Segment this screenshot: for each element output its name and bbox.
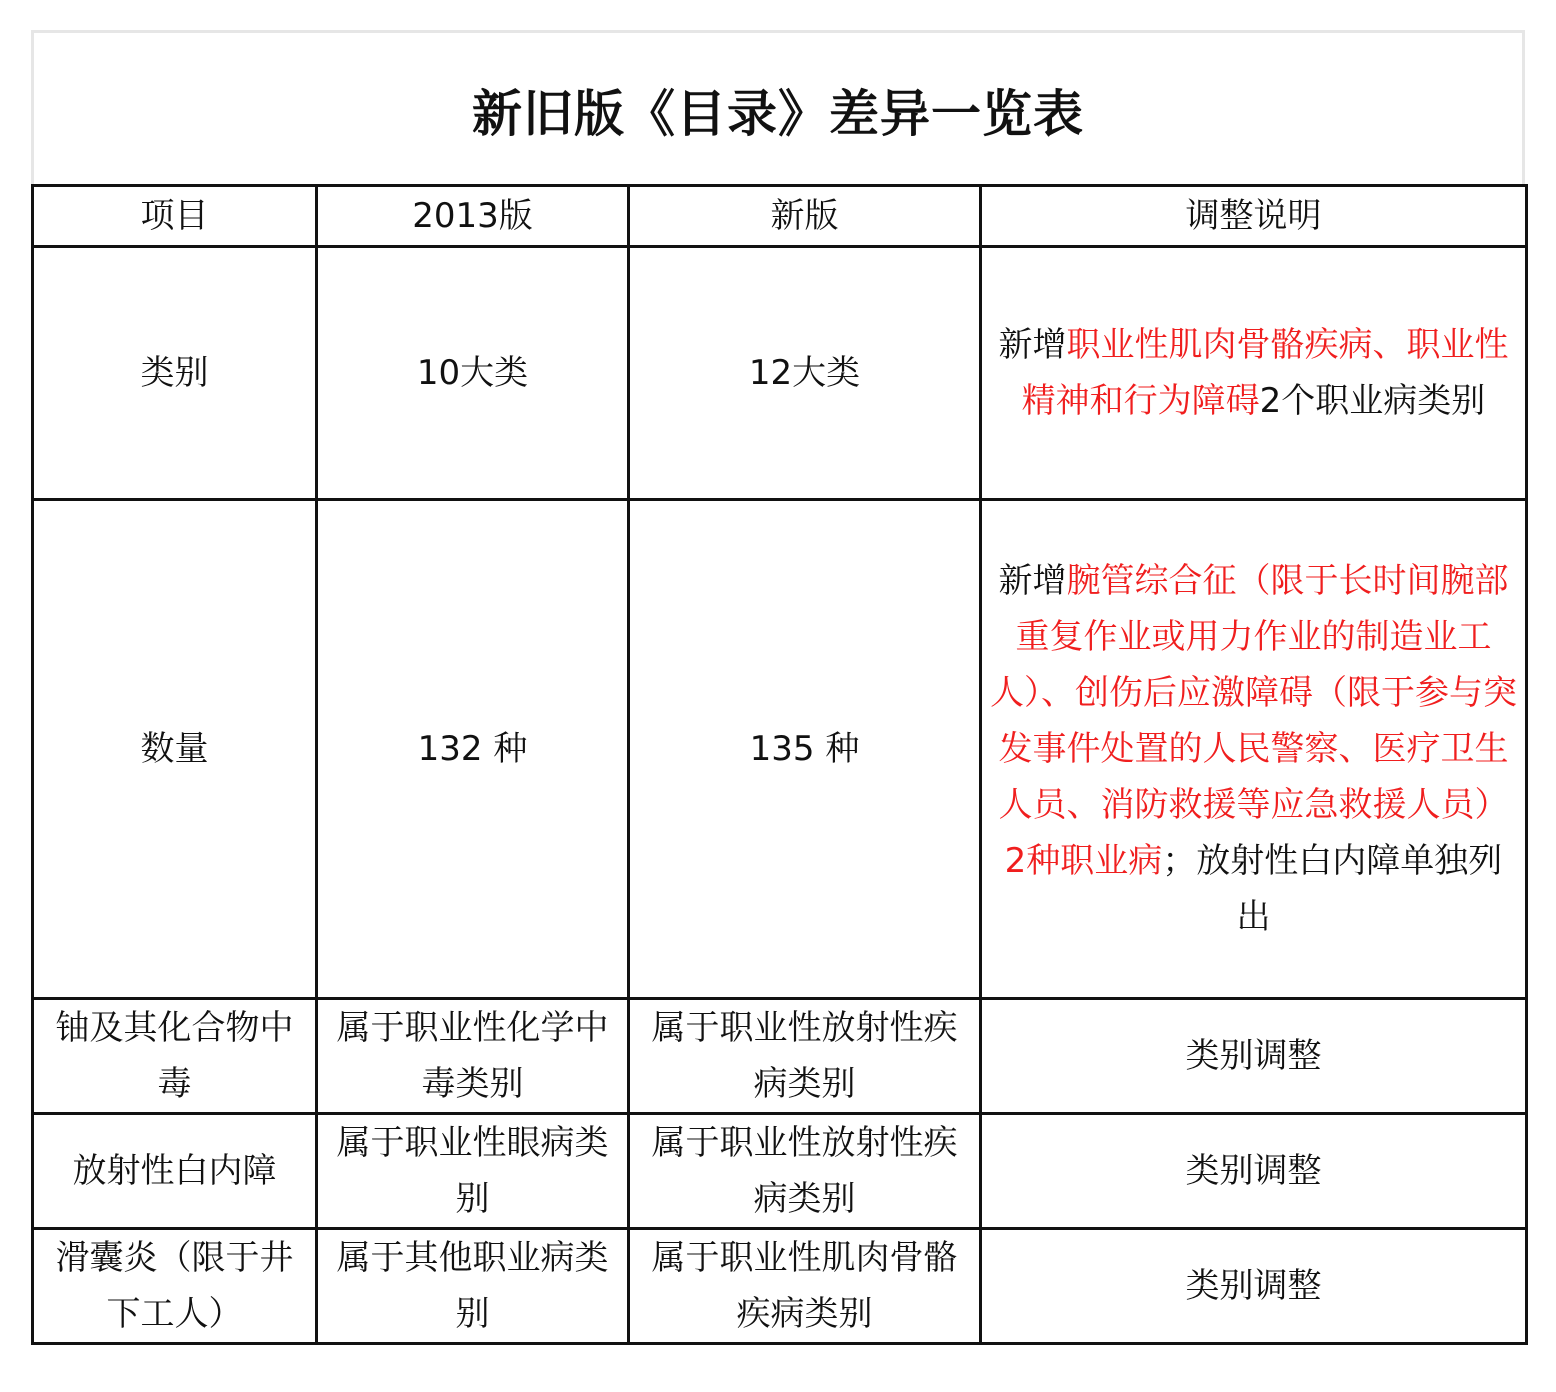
page-title: 新旧版《目录》差异一览表 (472, 84, 1084, 143)
cell-item: 滑囊炎（限于井下工人） (33, 1229, 317, 1344)
comparison-table (31, 184, 1528, 1345)
cell-note: 类别调整 (981, 1114, 1527, 1229)
table-row (33, 1114, 1527, 1229)
cell-note: 类别调整 (981, 999, 1527, 1114)
cell-item: 数量 (33, 500, 317, 999)
header-new: 新版 (629, 186, 981, 247)
cell-old: 属于职业性眼病类别 (317, 1114, 629, 1229)
table-row (33, 500, 1527, 999)
cell-new: 135 种 (629, 500, 981, 999)
note-prefix: 新增 (998, 561, 1067, 601)
cell-item: 放射性白内障 (33, 1114, 317, 1229)
cell-old: 属于其他职业病类别 (317, 1229, 629, 1344)
cell-item: 类别 (33, 247, 317, 500)
cell-old: 属于职业性化学中毒类别 (317, 999, 629, 1114)
cell-note (981, 247, 1527, 500)
cell-item: 铀及其化合物中毒 (33, 999, 317, 1114)
cell-old: 10大类 (317, 247, 629, 500)
note-suffix: ；放射性白内障单独列出 (1162, 841, 1503, 937)
cell-new: 属于职业性肌肉骨骼疾病类别 (629, 1229, 981, 1344)
cell-note (981, 500, 1527, 999)
cell-note: 类别调整 (981, 1229, 1527, 1344)
table-header-row (33, 186, 1527, 247)
table-row (33, 1229, 1527, 1344)
note-highlight: 腕管综合征（限于长时间腕部重复作业或用力作业的制造业工人）、创伤后应激障碍（限于参与突发事件处置的人民警察、医疗卫生人员、消防救援等应急救援人员）2种职业病 (990, 561, 1517, 881)
table-row (33, 247, 1527, 500)
note-highlight: 职业性肌肉骨骼疾病、职业性精神和行为障碍 (1021, 325, 1509, 421)
title-box (31, 30, 1525, 186)
header-item: 项目 (33, 186, 317, 247)
cell-new: 12大类 (629, 247, 981, 500)
cell-new: 属于职业性放射性疾病类别 (629, 1114, 981, 1229)
document-frame (31, 30, 1525, 1362)
note-prefix: 新增 (998, 325, 1067, 365)
cell-new: 属于职业性放射性疾病类别 (629, 999, 981, 1114)
header-note: 调整说明 (981, 186, 1527, 247)
cell-old: 132 种 (317, 500, 629, 999)
note-suffix: 2个职业病类别 (1259, 381, 1486, 421)
table-row (33, 999, 1527, 1114)
header-2013: 2013版 (317, 186, 629, 247)
